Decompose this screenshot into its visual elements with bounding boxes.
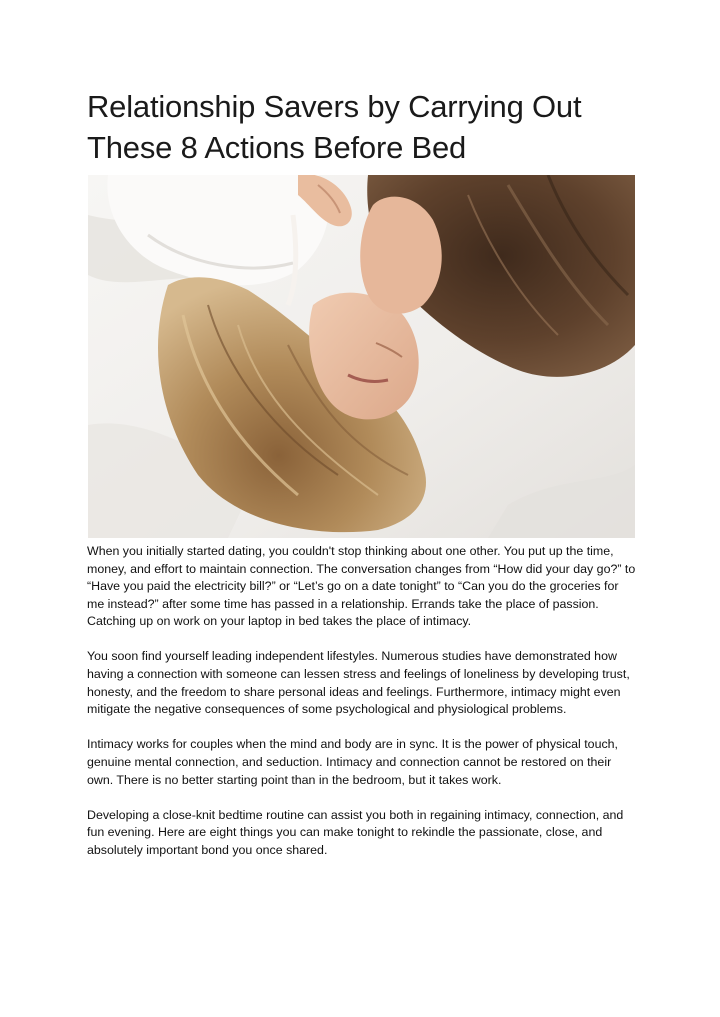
hero-photo <box>88 175 635 538</box>
paragraph: You soon find yourself leading independent lifestyles. Numerous studies have demonstrated how having a connection with someone can lessen stress and feelings of loneliness by developing trust, honesty, and the freedom to share personal ideas and feelings. Furthermore, intimacy might even mitigate the negative consequences of some psychological and physiological problems. <box>87 649 630 717</box>
couple-in-bed-illustration <box>88 175 635 538</box>
paragraph: When you initially started dating, you couldn't stop thinking about one other. You put up the time, money, and effort to maintain connection. The conversation changes from “How did your day go?” to “Have you paid the electricity bill?” or “Let’s go on a date tonight” to “Can you do the groceries for me instead?” after some time has passed in a relationship. Errands take the place of passion. Catching up on work on your laptop in bed takes the place of intimacy. <box>87 544 636 629</box>
paragraph: Developing a close-knit bedtime routine can assist you both in regaining intimacy, connection, and fun evening. Here are eight things you can make tonight to rekindle the passionate, close, and absolutely important bond you once shared. <box>87 807 624 857</box>
paragraph: Intimacy works for couples when the mind and body are in sync. It is the power of physical touch, genuine mental connection, and seduction. Intimacy and connection cannot be restored on their own. There is no better starting point than in the bedroom, but it takes work. <box>87 737 618 787</box>
page-title: Relationship Savers by Carrying Out These 8 Actions Before Bed <box>87 89 582 165</box>
article-body <box>87 543 639 877</box>
